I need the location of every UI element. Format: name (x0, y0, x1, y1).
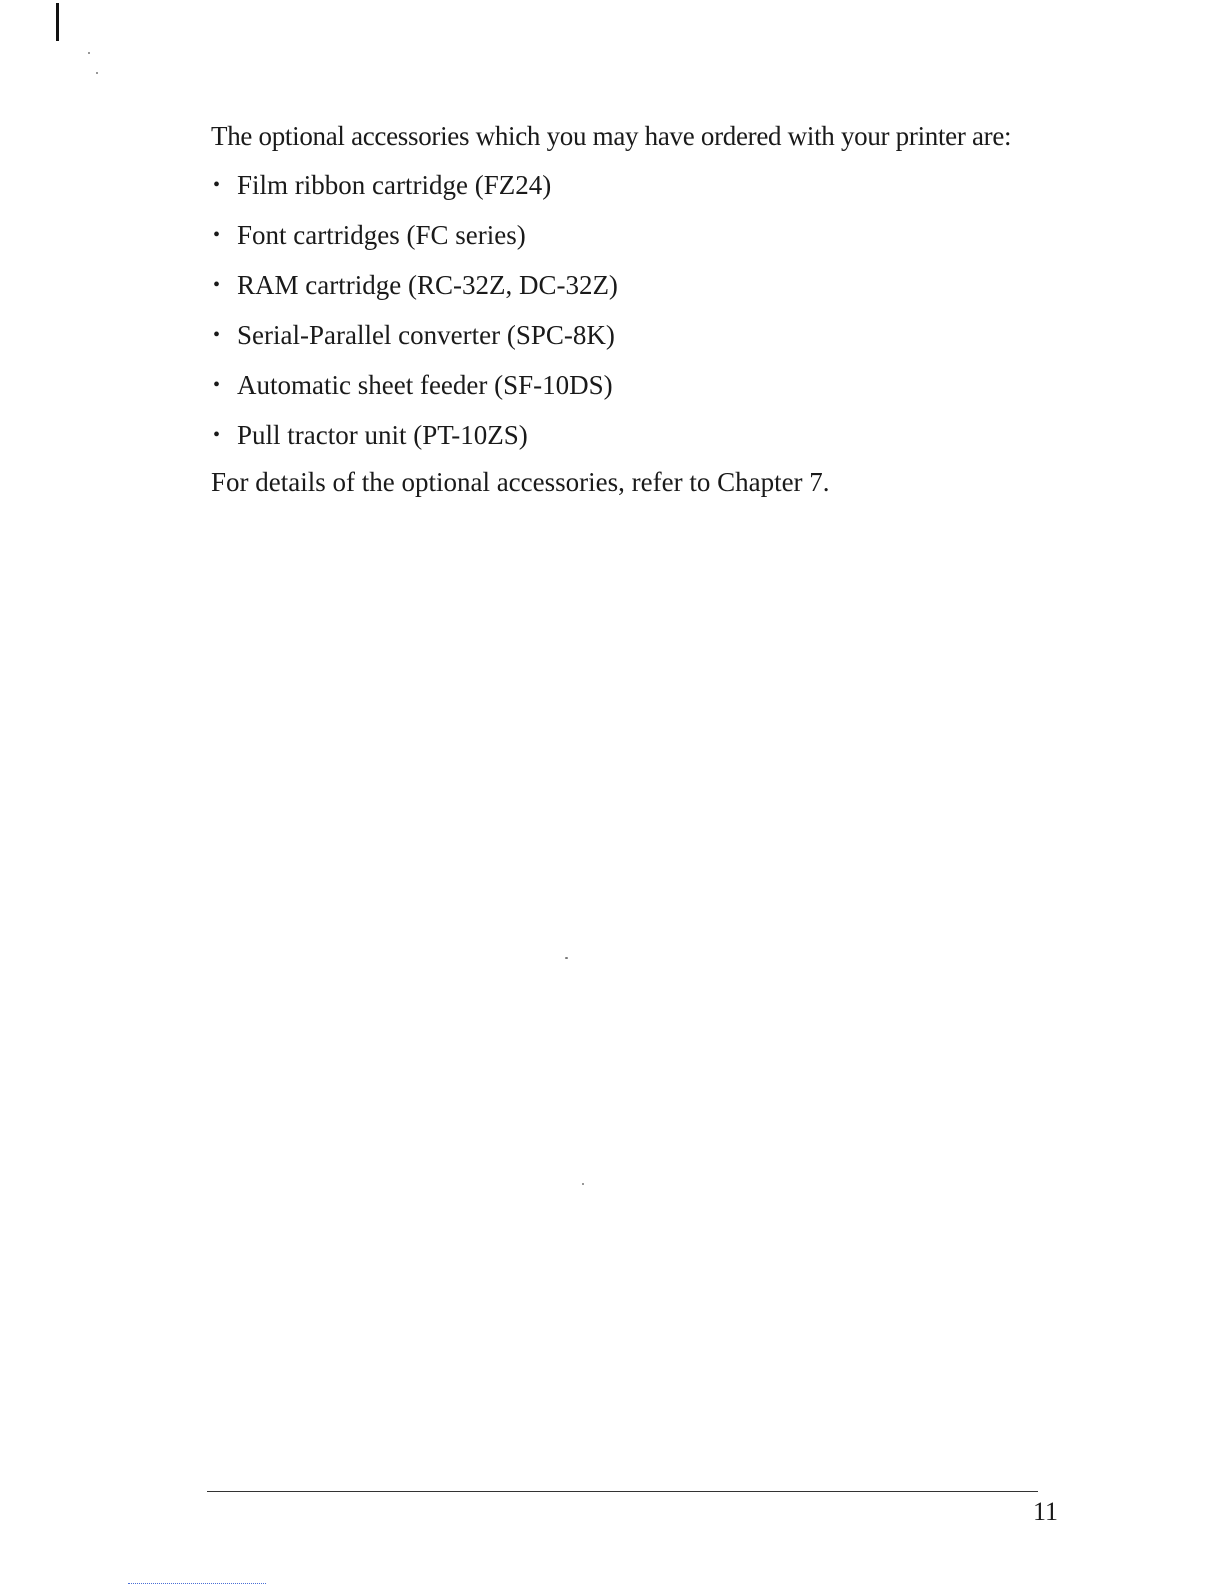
list-item-text: Pull tractor unit (PT-10ZS) (237, 420, 528, 450)
list-item-text: Serial-Parallel converter (SPC-8K) (237, 320, 615, 350)
list-item (211, 317, 1091, 353)
scan-speck (88, 52, 90, 54)
bullet-icon: • (213, 174, 221, 196)
list-item (211, 267, 1091, 303)
list-item-text: RAM cartridge (RC-32Z, DC-32Z) (237, 270, 618, 300)
list-item (211, 167, 1091, 203)
list-item-text: Automatic sheet feeder (SF-10DS) (237, 370, 613, 400)
page-content (211, 118, 1091, 500)
page-number: 11 (1033, 1497, 1059, 1526)
list-item-text: Font cartridges (FC series) (237, 220, 526, 250)
bullet-icon: • (213, 224, 221, 246)
bullet-icon: • (213, 274, 221, 296)
footer-rule (207, 1491, 1038, 1492)
closing-paragraph: For details of the optional accessories, refer to Chapter 7. (211, 467, 830, 497)
margin-bar-mark (56, 3, 59, 41)
scan-speck (582, 1183, 584, 1185)
bullet-icon: • (213, 324, 221, 346)
bullet-icon: • (213, 374, 221, 396)
list-item (211, 367, 1091, 403)
scan-speck (96, 72, 98, 74)
list-item-text: Film ribbon cartridge (FZ24) (237, 170, 552, 200)
accessory-list (211, 167, 1091, 453)
intro-paragraph: The optional accessories which you may have ordered with your printer are: (211, 121, 1012, 151)
bullet-icon: • (213, 424, 221, 446)
list-item (211, 217, 1091, 253)
list-item (211, 417, 1091, 453)
scan-speck (565, 957, 568, 959)
